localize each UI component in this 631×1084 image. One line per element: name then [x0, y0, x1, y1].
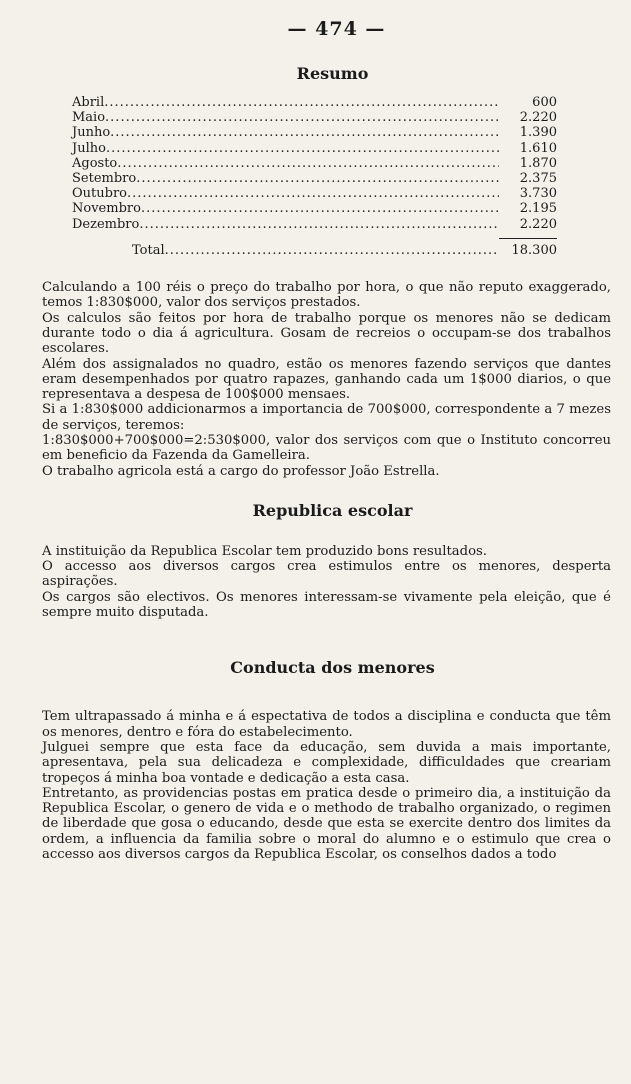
month-label: Outubro [72, 186, 127, 202]
month-label: Setembro [72, 171, 137, 187]
total-label: Total [132, 242, 165, 258]
month-value: 2.375 [519, 171, 557, 187]
month-label: Junho [72, 125, 111, 141]
leader-dots [104, 95, 499, 110]
table-row [72, 95, 557, 110]
month-value: 2.195 [519, 201, 557, 217]
month-value: 1.390 [519, 125, 557, 141]
paragraph: Os calculos são feitos por hora de trabalho porque os menores não se dedicam durante todo o dia á agricultura. Gosam de recreios o occupam-se dos trabalhos escolares. [42, 310, 611, 357]
paragraph: Entretanto, as providencias postas em pratica desde o primeiro dia, a instituição da Republica Escolar, o genero de vida e o methodo de trabalho organizado, o regimen de liberdade que gosa o educando, desde que esta se exercite dentro dos limites da ordem, a influencia da familia sobre o moral do alumno e o estimulo que crea o accesso aos diversos cargos da Republica Escolar, os conselhos dados a todo [42, 785, 611, 863]
resumo-table [72, 95, 557, 258]
republica-title: Republica escolar [252, 500, 413, 520]
table-row [72, 156, 557, 171]
table-row [72, 171, 557, 186]
leader-dots [139, 217, 499, 232]
month-label: Novembro [72, 201, 141, 217]
month-value: 1.610 [519, 140, 557, 156]
month-value: 1.870 [519, 155, 557, 171]
paragraph: A instituição da Republica Escolar tem produzido bons resultados. [42, 543, 487, 559]
table-row [72, 125, 557, 140]
paragraph: Calculando a 100 réis o preço do trabalho por hora, o que não reputo exaggerado, temos 1:830$000, valor dos serviços prestados. [42, 280, 611, 311]
paragraph: O trabalho agricola está a cargo do professor João Estrella. [42, 463, 440, 479]
resumo-title: Resumo [296, 64, 369, 83]
table-row [72, 201, 557, 216]
table-row [72, 186, 557, 201]
conducta-title: Conducta dos menores [230, 658, 435, 678]
leader-dots [127, 186, 499, 201]
total-rule [499, 238, 557, 239]
conducta-text [42, 709, 611, 862]
resumo-text [42, 280, 611, 479]
month-label: Agosto [72, 155, 118, 171]
paragraph: Julguei sempre que esta face da educação, sem duvida a mais importante, apresentava, pela sua delicadeza e complexidade, difficuldades que creariam tropeços á minha boa vontade e dedicação a esta casa. [42, 739, 611, 786]
page-number: — 474 — [287, 18, 386, 40]
leader-dots [105, 110, 499, 125]
leader-dots [110, 125, 499, 140]
month-value: 2.220 [519, 216, 557, 232]
month-label: Julho [72, 140, 106, 156]
paragraph: 1:830$000+700$000=2:530$000, valor dos serviços com que o Instituto concorreu em beneficio da Fazenda da Gamelleira. [42, 433, 611, 464]
total-value: 18.300 [511, 242, 557, 258]
total-row [132, 243, 557, 258]
leader-dots [141, 201, 499, 216]
month-value: 600 [532, 95, 557, 110]
month-label: Abril [72, 95, 105, 110]
month-label: Maio [72, 110, 106, 126]
paragraph: Si a 1:830$000 addicionarmos a importancia de 700$000, correspondente a 7 mezes de serviços, teremos: [42, 402, 611, 433]
table-row [72, 217, 557, 232]
leader-dots [106, 141, 499, 156]
month-value: 3.730 [519, 186, 557, 202]
republica-text [42, 544, 611, 620]
paragraph: O accesso aos diversos cargos crea estimulos entre os menores, desperta aspirações. [42, 559, 611, 590]
month-value: 2.220 [519, 110, 557, 126]
leader-dots [165, 243, 499, 258]
table-row [72, 110, 557, 125]
month-label: Dezembro [72, 216, 140, 232]
paragraph: Além dos assignalados no quadro, estão os menores fazendo serviços que dantes eram desempenhados por quatro rapazes, ganhando cada um 1$000 diarios, o que representava a despesa de 100$000 mensaes. [42, 356, 611, 403]
leader-dots [117, 156, 499, 171]
leader-dots [136, 171, 499, 186]
paragraph: Tem ultrapassado á minha e á espectativa de todos a disciplina e conducta que têm os menores, dentro e fóra do estabelecimento. [42, 709, 611, 740]
table-row [72, 141, 557, 156]
paragraph: Os cargos são electivos. Os menores interessam-se vivamente pela eleição, que é sempre muito disputada. [42, 589, 611, 621]
